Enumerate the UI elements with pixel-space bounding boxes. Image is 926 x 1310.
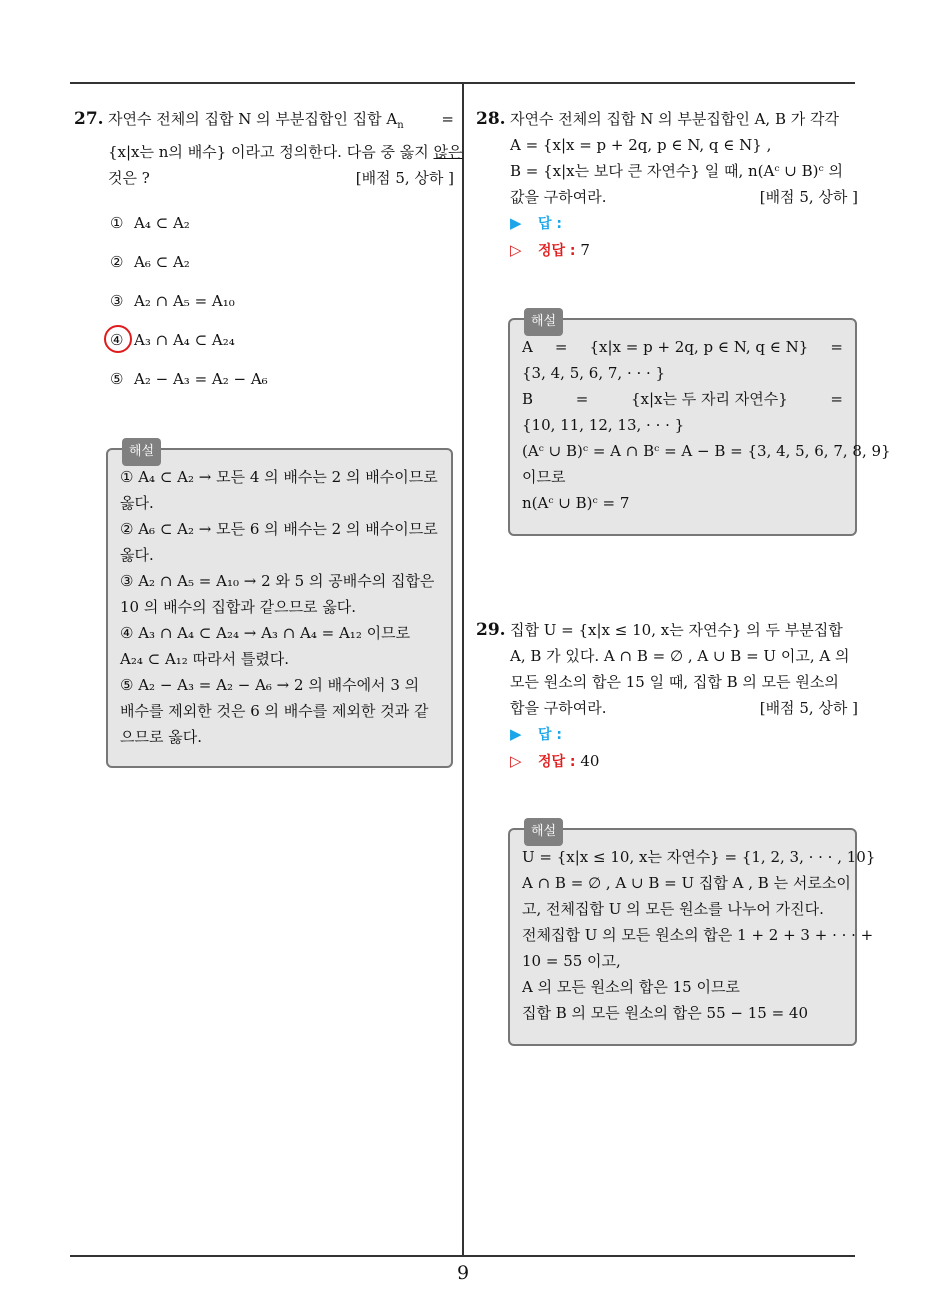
problem-number: 27. (74, 109, 104, 129)
column-divider (462, 83, 464, 1256)
question-line-2: A = {x|x = p + 2q, p ∈ N, q ∈ N} , (510, 136, 772, 154)
play-icon: ▶ (510, 725, 522, 743)
question-line-4: 합을 구하여라. [배점 5, 상하 ] (510, 695, 858, 721)
question-line-1: 자연수 전체의 집합 N 의 부분집합인 A, B 가 각각 (510, 110, 839, 128)
explanation-label: 해설 (524, 818, 563, 846)
play-icon: ▶ (510, 214, 522, 232)
correct-answer-row: ▷ 정답 : 7 (510, 237, 858, 264)
explanation-label: 해설 (524, 308, 563, 336)
points-difficulty: [배점 5, 상하 ] (759, 699, 858, 717)
answer-input-row[interactable]: ▶ 답 : (510, 721, 858, 748)
outline-triangle-icon: ▷ (510, 752, 522, 770)
choice-1[interactable]: ① A₄ ⊂ A₂ (110, 214, 190, 232)
question-line-4: 값을 구하여라. [배점 5, 상하 ] (510, 184, 858, 210)
problem-27 (74, 106, 463, 191)
explanation-label: 해설 (122, 438, 161, 466)
choice-2[interactable]: ② A₆ ⊂ A₂ (110, 253, 190, 271)
choice-3[interactable]: ③ A₂ ∩ A₅ = A₁₀ (110, 292, 235, 310)
bottom-rule (70, 1255, 855, 1257)
explanation-box-29: 해설 U = {x|x ≤ 10, x는 자연수} = {1, 2, 3, · · · , 10} A ∩ B = ∅ , A ∪ B = U 집합 A , B 는 서로소이 고, 전체집합 U 의 모든 원소를 나누어 가진다. 전체집합 U 의 모든 원소의 합은 1 + 2 + 3 + · · · + 10 = 55 이고, A 의 모든 원소의 합은 15 이므로 집합 B 의 모든 원소의 합은 55 − 15 = 40 (508, 828, 857, 1046)
problem-number: 28. (476, 109, 506, 129)
question-line-3: B = {x|x는 보다 큰 자연수} 일 때, n(Aᶜ ∪ B)ᶜ 의 (510, 162, 843, 180)
question-line-3: 것은 ? [배점 5, 상하 ] (108, 165, 454, 191)
answer-choices (110, 210, 268, 405)
page-number: 9 (456, 1262, 470, 1284)
points-difficulty: [배점 5, 상하 ] (355, 169, 454, 187)
points-difficulty: [배점 5, 상하 ] (759, 188, 858, 206)
choice-5[interactable]: ⑤ A₂ − A₃ = A₂ − A₆ (110, 370, 268, 388)
selected-answer-circle-icon (104, 325, 132, 353)
question-line-2: {x|x는 n의 배수} 이라고 정의한다. 다음 중 옳지 않은 (108, 143, 463, 161)
correct-answer-value: 7 (580, 241, 590, 259)
question-line-1: 집합 U = {x|x ≤ 10, x는 자연수} 의 두 부분집합 (510, 621, 843, 639)
problem-29 (476, 617, 858, 775)
question-line-1: 자연수 전체의 집합 N 의 부분집합인 집합 $A_n$ = (108, 110, 454, 131)
question-line-2: A, B 가 있다. A ∩ B = ∅ , A ∪ B = U 이고, A 의 (510, 647, 850, 665)
correct-answer-row: ▷ 정답 : 40 (510, 748, 858, 775)
explanation-box-27: 해설 ① A₄ ⊂ A₂ → 모든 4 의 배수는 2 의 배수이므로 옳다. ② A₆ ⊂ A₂ → 모든 6 의 배수는 2 의 배수이므로 옳다. ③ A₂ ∩ A₅ = A₁₀ → 2 와 5 의 공배수의 집합은 10 의 배수의 집합과 같으므로 옳다. ④ A₃ ∩ A₄ ⊂ A₂₄ → A₃ ∩ A₄ = A₁₂ 이므로 A₂₄ ⊂ A₁₂ 따라서 틀렸다. ⑤ A₂ − A₃ = A₂ − A₆ → 2 의 배수에서 3 의 배수를 제외한 것은 6 의 배수를 제외한 것과 같 으므로 옳다. (106, 448, 453, 768)
question-line-3: 모든 원소의 합은 15 일 때, 집합 B 의 모든 원소의 (510, 673, 839, 691)
explanation-box-28: 해설 A = {x|x = p + 2q, p ∈ N, q ∈ N} = {3, 4, 5, 6, 7, · · · } B = {x|x는 두 자리 자연수} = {10, 11, 12, 13, · · · } (Aᶜ ∪ B)ᶜ = A ∩ Bᶜ = A − B = {3, 4, 5, 6, 7, 8, 9} 이므로 n(Aᶜ ∪ B)ᶜ = 7 (508, 318, 857, 536)
answer-input-row[interactable]: ▶ 답 : (510, 210, 858, 237)
outline-triangle-icon: ▷ (510, 241, 522, 259)
choice-4[interactable]: ④ A₃ ∩ A₄ ⊂ A₂₄ (110, 327, 268, 366)
problem-number: 29. (476, 620, 506, 640)
correct-answer-value: 40 (580, 752, 600, 770)
problem-28 (476, 106, 858, 264)
